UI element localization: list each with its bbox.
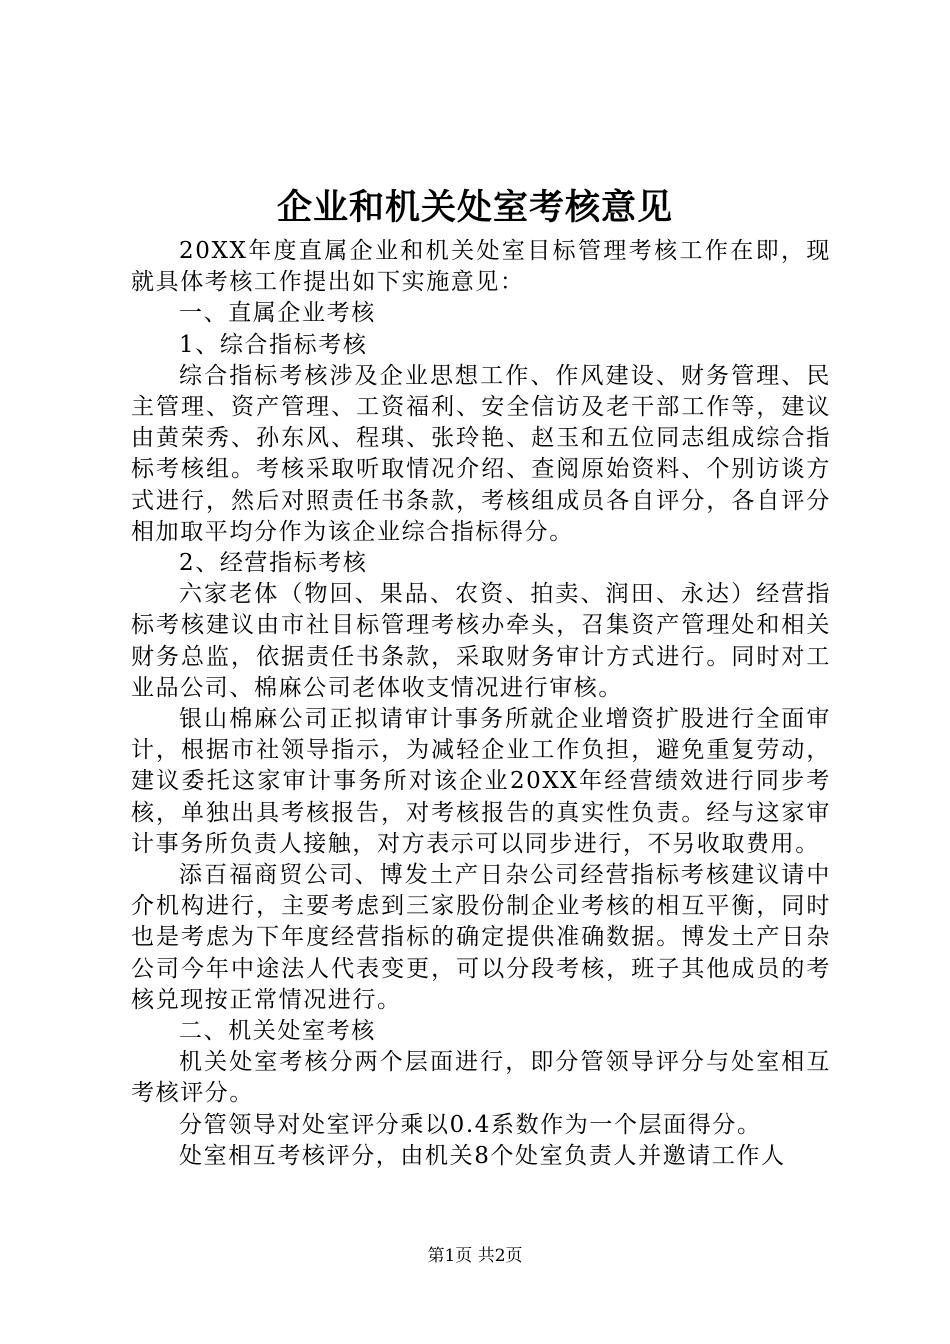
paragraph-composite-indicators: 综合指标考核涉及企业思想工作、作风建设、财务管理、民主管理、资产管理、工资福利、安全信访及老干部工作等，建议由黄荣秀、孙东风、程琪、张玲艳、赵玉和五位同志组成综合指标考核组。考核采取听取情况介绍、查阅原始资料、个别访谈方式进行，然后对照责任书条款，考核组成员各自评分，各自评分相加取平均分作为该企业综合指标得分。 <box>131 362 831 545</box>
page-indicator: 第1页 共2页 <box>427 1246 523 1266</box>
subsection-heading-1-1: 1、综合指标考核 <box>179 331 368 358</box>
subsection-heading-1-2: 2、经营指标考核 <box>179 550 368 577</box>
paragraph-yinshan-audit: 银山棉麻公司正拟请审计事务所就企业增资扩股进行全面审计，根据市社领导指示，为减轻企业工作负担，避免重复劳动，建议委托这家审计事务所对该企业20XX年经营绩效进行同步考核，单独出具考核报告，对考核报告的真实性负责。经与这家审计事务所负责人接触，对方表示可以同步进行，不另收取费用。 <box>131 706 831 857</box>
paragraph-intermediary: 添百福商贸公司、博发土产日杂公司经营指标考核建议请中介机构进行，主要考虑到三家股份制企业考核的相互平衡，同时也是考虑为下年度经营指标的确定提供准确数据。博发土产日杂公司今年中途法人代表变更，可以分段考核，班子其他成员的考核兑现按正常情况进行。 <box>131 862 831 1013</box>
paragraph-operating-indicators: 六家老体（物回、果品、农资、拍卖、润田、永达）经营指标考核建议由市社目标管理考核办牵头，召集资产管理处和相关财务总监，依据责任书条款，采取财务审计方式进行。同时对工业品公司、棉麻公司老体收支情况进行审核。 <box>131 581 831 701</box>
section-heading-2: 二、机关处室考核 <box>179 1018 376 1045</box>
paragraph-leader-score: 分管领导对处室评分乘以0.4系数作为一个层面得分。 <box>179 1111 762 1138</box>
paragraph-intro: 20XX年度直属企业和机关处室目标管理考核工作在即，现就具体考核工作提出如下实施意见： <box>131 238 831 296</box>
document-title: 企业和机关处室考核意见 <box>276 187 673 228</box>
paragraph-mutual-score: 处室相互考核评分，由机关8个处室负责人并邀请工作人 <box>179 1142 786 1169</box>
document-body <box>131 236 831 1172</box>
paragraph-two-levels: 机关处室考核分两个层面进行，即分管领导评分与处室相互考核评分。 <box>131 1049 831 1107</box>
section-heading-1: 一、直属企业考核 <box>179 300 376 327</box>
